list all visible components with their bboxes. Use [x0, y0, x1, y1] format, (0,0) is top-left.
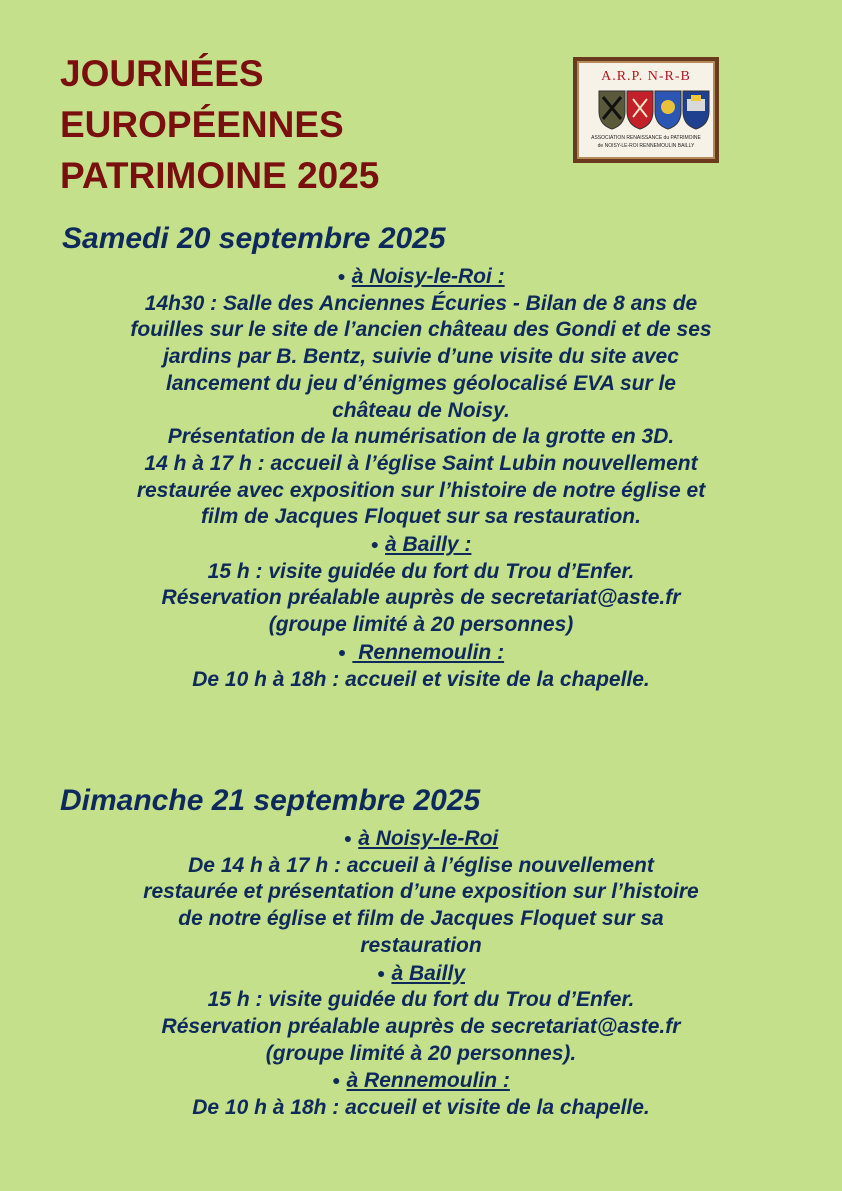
title-line-3: PATRIMOINE 2025 — [60, 155, 380, 196]
bullet-icon: ● — [343, 830, 353, 846]
program-line: jardins par B. Bentz, suivie d’une visite du site avec — [163, 345, 679, 369]
program-line: Réservation préalable auprès de secretariat@aste.fr — [161, 586, 681, 610]
program-line: Réservation préalable auprès de secretariat@aste.fr — [161, 1014, 681, 1038]
coat-of-arms-icon — [595, 89, 711, 131]
venue-name: à Bailly : — [385, 533, 472, 557]
bullet-icon: ● — [376, 964, 386, 981]
program-line: De 10 h à 18h : accueil et visite de la chapelle. — [192, 667, 650, 691]
program-line: De 10 h à 18h : accueil et visite de la chapelle. — [192, 1096, 650, 1120]
venue-name: à Noisy-le-Roi : — [351, 265, 505, 288]
program-line: lancement du jeu d’énigmes géolocalisé EVA sur le — [166, 371, 676, 395]
association-logo — [573, 57, 719, 163]
venue-name: à Rennemoulin : — [346, 1069, 510, 1093]
venue-heading — [50, 825, 792, 853]
program-line: De 14 h à 17 h : accueil à l’église nouvellement — [188, 853, 654, 877]
program-line: restaurée et présentation d’une exposition sur l’histoire — [143, 880, 699, 904]
title-line-1: JOURNÉES — [60, 53, 264, 94]
venue-name: à Bailly — [391, 961, 465, 985]
bullet-icon: ● — [370, 536, 380, 553]
venue-name: Rennemoulin : — [352, 640, 505, 664]
sunday-program — [50, 825, 792, 1122]
venue-heading — [50, 531, 792, 559]
bullet-icon: ● — [337, 643, 347, 660]
venue-heading — [50, 1067, 792, 1095]
logo-subtitle-1: ASSOCIATION RENAISSANCE du PATRIMOINE — [591, 135, 701, 141]
logo-subtitle-2: de NOISY-LE-ROI RENNEMOULIN BAILLY — [597, 143, 695, 149]
venue-heading — [50, 263, 792, 291]
program-line: Présentation de la numérisation de la grotte en 3D. — [167, 425, 675, 449]
document-title — [60, 48, 379, 201]
program-line: restauration — [360, 933, 482, 957]
venue-name: à Noisy-le-Roi — [358, 827, 499, 850]
program-line: 14 h à 17 h : accueil à l’église Saint Lubin nouvellement — [144, 451, 698, 475]
program-line: (groupe limité à 20 personnes). — [265, 1041, 577, 1065]
title-line-2: EUROPÉENNES — [60, 104, 344, 145]
venue-heading — [50, 639, 792, 667]
logo-text: A.R.P. N-R-B — [601, 69, 691, 84]
program-line: film de Jacques Floquet sur sa restauration. — [201, 505, 641, 529]
program-line: 15 h : visite guidée du fort du Trou d’Enfer. — [207, 559, 635, 583]
saturday-program — [50, 263, 792, 693]
bullet-icon: ● — [332, 1072, 341, 1089]
sunday-heading: Dimanche 21 septembre 2025 — [60, 784, 481, 817]
program-line: 15 h : visite guidée du fort du Trou d’Enfer. — [207, 988, 635, 1012]
program-line: château de Noisy. — [332, 398, 510, 422]
saturday-heading: Samedi 20 septembre 2025 — [62, 222, 446, 255]
bullet-icon: ● — [337, 268, 346, 284]
logo-shields — [595, 89, 703, 131]
logo-frame — [577, 61, 715, 159]
program-line: fouilles sur le site de l’ancien château des Gondi et de ses — [130, 318, 712, 342]
program-line: de notre église et film de Jacques Floquet sur sa — [178, 907, 664, 931]
program-line: 14h30 : Salle des Anciennes Écuries - Bilan de 8 ans de — [144, 291, 698, 315]
program-line: (groupe limité à 20 personnes) — [268, 613, 574, 637]
program-line: restaurée avec exposition sur l’histoire de notre église et — [136, 478, 706, 502]
venue-heading — [50, 960, 792, 988]
